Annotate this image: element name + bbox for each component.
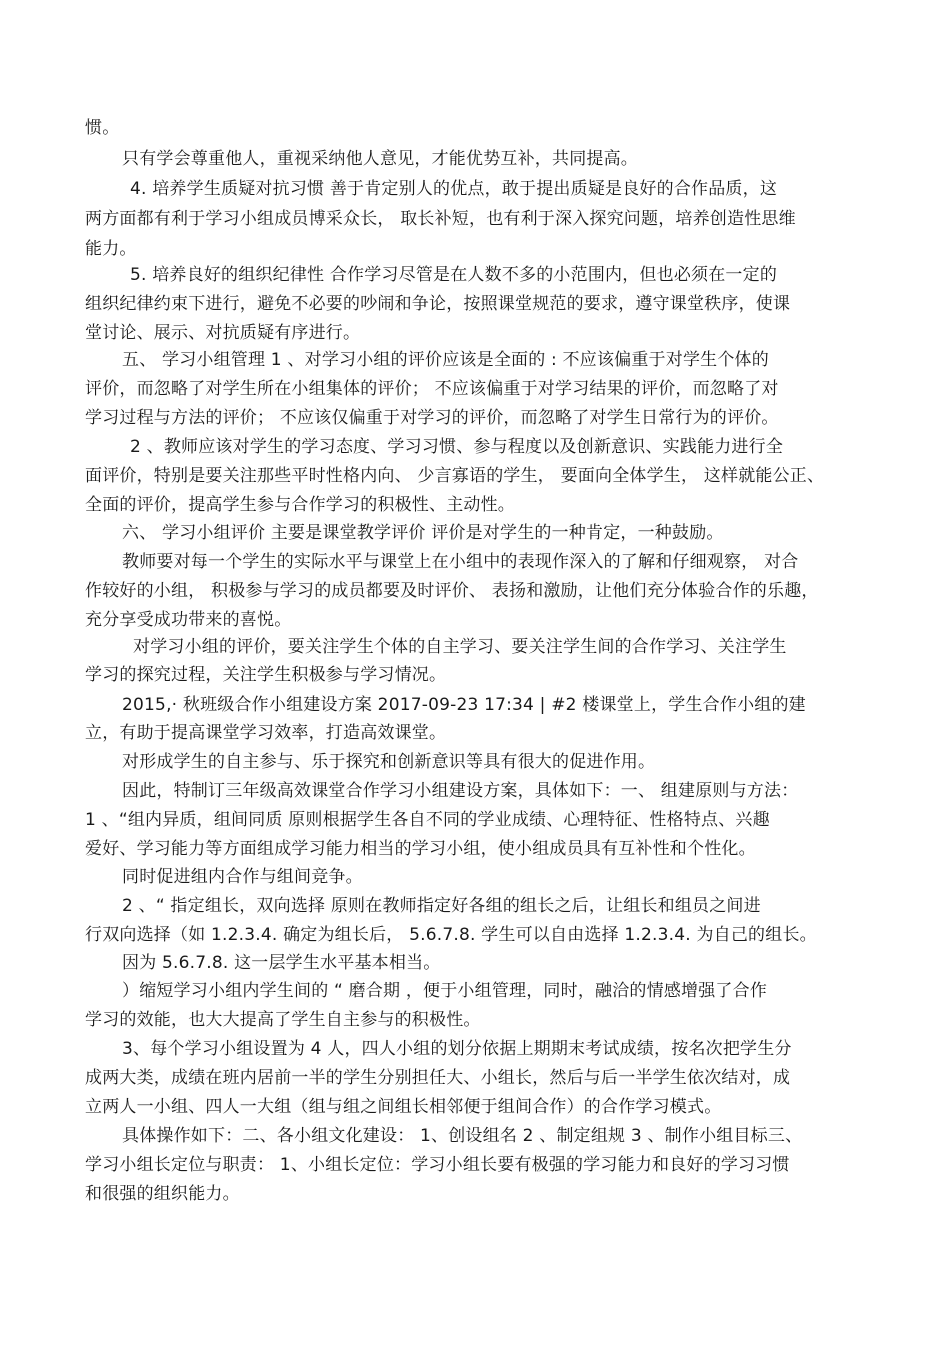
- text-line: 行双向选择（如 1.2.3.4. 确定为组长后， 5.6.7.8. 学生可以自由选择 1.2.3.4. 为自己的组长。: [85, 925, 817, 945]
- text-line: 1 、“组内异质，组间同质 原则根据学生各自不同的学业成绩、心理特征、性格特点、兴趣: [85, 810, 770, 830]
- text-line: 能力。: [85, 239, 137, 259]
- text-line: 学习的效能，也大大提高了学生自主参与的积极性。: [85, 1010, 481, 1030]
- text-line: 只有学会尊重他人，重视采纳他人意见，才能优势互补，共同提高。: [122, 149, 638, 169]
- text-line: 组织纪律约束下进行，避免不必要的吵闹和争论，按照课堂规范的要求，遵守课堂秩序，使课: [85, 294, 791, 314]
- text-line: 全面的评价，提高学生参与合作学习的积极性、主动性。: [85, 495, 515, 515]
- text-line: 3、每个学习小组设置为 4 人，四人小组的划分依据上期期末考试成绩，按名次把学生分: [122, 1039, 792, 1059]
- text-line: 学习过程与方法的评价； 不应该仅偏重于对学习的评价，而忽略了对学生日常行为的评价。: [85, 408, 779, 428]
- text-line: 立，有助于提高课堂学习效率，打造高效课堂。: [85, 723, 447, 743]
- text-line: 5. 培养良好的组织纪律性 合作学习尽管是在人数不多的小范围内，但也必须在一定的: [130, 265, 778, 285]
- text-line: 和很强的组织能力。: [85, 1184, 240, 1204]
- text-line: 立两人一小组、四人一大组（组与组之间组长相邻便于组间合作）的合作学习模式。: [85, 1097, 722, 1117]
- text-line: ）缩短学习小组内学生间的 “ 磨合期 ，便于小组管理，同时，融洽的情感增强了合作: [122, 981, 768, 1001]
- text-line: 面评价，特别是要关注那些平时性格内向、 少言寡语的学生， 要面向全体学生， 这样就能公正、: [85, 466, 825, 486]
- text-line: 堂讨论、展示、对抗质疑有序进行。: [85, 323, 361, 343]
- text-line: 学习小组长定位与职责： 1、小组长定位：学习小组长要有极强的学习能力和良好的学习习惯: [85, 1155, 790, 1175]
- text-line: 2015,· 秋班级合作小组建设方案 2017-09-23 17:34 | #2 楼课堂上，学生合作小组的建: [122, 695, 806, 715]
- text-line: 2 、教师应该对学生的学习态度、学习习惯、参与程度以及创新意识、实践能力进行全: [130, 437, 784, 457]
- text-line: 教师要对每一个学生的实际水平与课堂上在小组中的表现作深入的了解和仔细观察， 对合: [122, 552, 799, 572]
- text-line: 2 、“ 指定组长，双向选择 原则在教师指定好各组的组长之后，让组长和组员之间进: [122, 896, 761, 916]
- text-line: 对形成学生的自主参与、乐于探究和创新意识等具有很大的促进作用。: [122, 752, 656, 772]
- text-line: 两方面都有利于学习小组成员博采众长， 取长补短，也有利于深入探究问题，培养创造性思维: [85, 209, 796, 229]
- text-line: 因为 5.6.7.8. 这一层学生水平基本相当。: [122, 953, 441, 973]
- text-line: 充分享受成功带来的喜悦。: [85, 610, 292, 630]
- text-line: 同时促进组内合作与组间竞争。: [122, 867, 363, 887]
- text-line: 惯。: [85, 118, 120, 138]
- text-line: 爱好、学习能力等方面组成学习能力相当的学习小组，使小组成员具有互补性和个性化。: [85, 839, 756, 859]
- text-line: 成两大类，成绩在班内居前一半的学生分别担任大、小组长，然后与后一半学生依次结对，成: [85, 1068, 791, 1088]
- text-line: 评价，而忽略了对学生所在小组集体的评价； 不应该偏重于对学习结果的评价，而忽略了对: [85, 379, 779, 399]
- text-line: 4. 培养学生质疑对抗习惯 善于肯定别人的优点，敢于提出质疑是良好的合作品质，这: [130, 179, 778, 199]
- text-line: 因此，特制订三年级高效课堂合作学习小组建设方案，具体如下：一、 组建原则与方法：: [122, 781, 799, 801]
- text-line: 六、 学习小组评价 主要是课堂教学评价 评价是对学生的一种肯定，一种鼓励。: [122, 523, 724, 543]
- text-line: 具体操作如下：二、各小组文化建设： 1、创设组名 2 、制定组规 3 、制作小组目标三、: [122, 1126, 803, 1146]
- text-line: 五、 学习小组管理 1 、对学习小组的评价应该是全面的 : 不应该偏重于对学生个体的: [122, 350, 769, 370]
- text-line: 学习的探究过程，关注学生积极参与学习情况。: [85, 665, 447, 685]
- text-line: 作较好的小组， 积极参与学习的成员都要及时评价、 表扬和激励，让他们充分体验合作的乐趣，: [85, 581, 819, 601]
- text-line: 对学习小组的评价，要关注学生个体的自主学习、要关注学生间的合作学习、关注学生: [133, 637, 787, 657]
